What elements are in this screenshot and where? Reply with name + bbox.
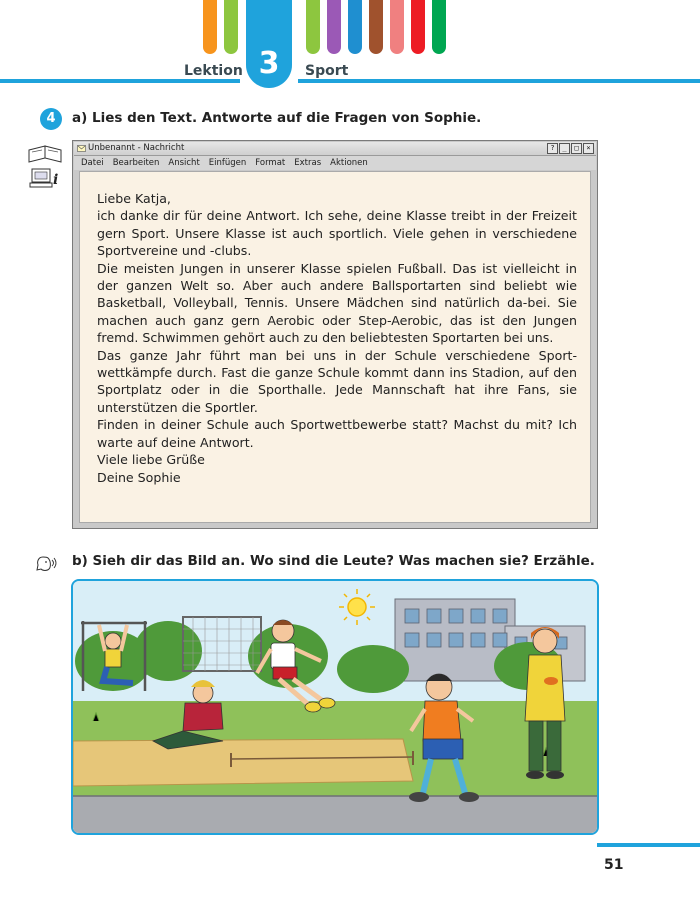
email-paragraph: Die meisten Jungen in unserer Klasse spielen Fußball. Das ist vielleicht in der ganzen Welt so. Aber auch andere Ballsportarten sind beliebt wie Basketball, Volleyball, Tennis. Unsere Mädchen sind natürlich da-bei. Sie machen auch ganz gern Aerobic oder Step-Aerobic, das ist den Jungen fremd. Schwimmen gehört auch zu den beliebtesten Sportarten bei uns. bbox=[97, 260, 577, 346]
book-icon bbox=[29, 146, 61, 162]
envelope-icon bbox=[77, 144, 86, 153]
color-tab bbox=[348, 0, 362, 54]
menu-aktionen[interactable]: Aktionen bbox=[330, 158, 368, 168]
menu-bearbeiten[interactable]: Bearbeiten bbox=[112, 158, 160, 168]
color-tab bbox=[390, 0, 404, 54]
page-number: 51 bbox=[604, 857, 624, 873]
menu-einfuegen[interactable]: Einfügen bbox=[208, 158, 247, 168]
svg-text:i: i bbox=[53, 172, 59, 188]
email-greeting: Liebe Katja, bbox=[97, 191, 171, 206]
menu-extras[interactable]: Extras bbox=[294, 158, 322, 168]
task-number-badge: 4 bbox=[40, 108, 62, 130]
email-titlebar bbox=[74, 142, 596, 156]
chapter-number: 3 bbox=[258, 46, 280, 81]
task-a-title: a) Lies den Text. Antworte auf die Fragen von Sophie. bbox=[72, 110, 482, 126]
chapter-topic: Sport bbox=[305, 63, 349, 79]
color-tab bbox=[224, 0, 238, 54]
minimize-button[interactable]: _ bbox=[559, 143, 570, 154]
header-rule-left bbox=[0, 79, 240, 83]
maximize-button[interactable]: □ bbox=[571, 143, 582, 154]
email-paragraph: ich danke dir für deine Antwort. Ich sehe, deine Klasse treibt in der Freizeit gern Sport. Unsere Klasse ist auch sportlich. Viele gehen in verschiedene Sportvereine und -clubs. bbox=[97, 208, 577, 259]
menu-datei[interactable]: Datei bbox=[81, 158, 104, 168]
color-tab bbox=[369, 0, 383, 54]
email-body bbox=[79, 171, 591, 523]
email-window-title: Unbenannt - Nachricht bbox=[88, 143, 185, 153]
menu-ansicht[interactable]: Ansicht bbox=[168, 158, 200, 168]
email-menubar bbox=[74, 156, 596, 170]
color-tab bbox=[306, 0, 320, 54]
computer-info-icon bbox=[30, 169, 58, 188]
sports-illustration bbox=[71, 579, 599, 835]
email-closing: Viele liebe Grüße bbox=[97, 452, 205, 468]
task-b-title: b) Sieh dir das Bild an. Wo sind die Leute? Was machen sie? Erzähle. bbox=[72, 553, 595, 569]
chapter-badge bbox=[246, 0, 292, 88]
email-paragraph: Finden in deiner Schule auch Sportwettbewerbe statt? Machst du mit? Ich warte auf deine Antwort. bbox=[97, 417, 577, 450]
scene-drawing bbox=[73, 581, 597, 833]
menu-format[interactable]: Format bbox=[255, 158, 286, 168]
color-tab bbox=[327, 0, 341, 54]
footer-rule bbox=[597, 843, 700, 847]
email-paragraph: Das ganze Jahr führt man bei uns in der Schule verschiedene Sport-wettkämpfe durch. Fast die ganze Schule kommt dann ins Stadion, auf den Sportplatz oder in die Sporthalle. Jede Mannschaft hat ihre Fans, sie unterstützen die Sportler. bbox=[97, 347, 577, 415]
side-icons bbox=[26, 136, 66, 192]
speaking-head-icon bbox=[34, 553, 60, 575]
email-signature: Deine Sophie bbox=[97, 469, 181, 485]
help-button[interactable]: ? bbox=[547, 143, 558, 154]
color-tab bbox=[432, 0, 446, 54]
header-rule-right bbox=[298, 79, 700, 83]
color-tab bbox=[203, 0, 217, 54]
color-tab bbox=[411, 0, 425, 54]
color-tabs bbox=[0, 0, 700, 60]
lektion-label: Lektion bbox=[184, 63, 243, 79]
close-button[interactable]: × bbox=[583, 143, 594, 154]
email-window bbox=[72, 140, 598, 529]
